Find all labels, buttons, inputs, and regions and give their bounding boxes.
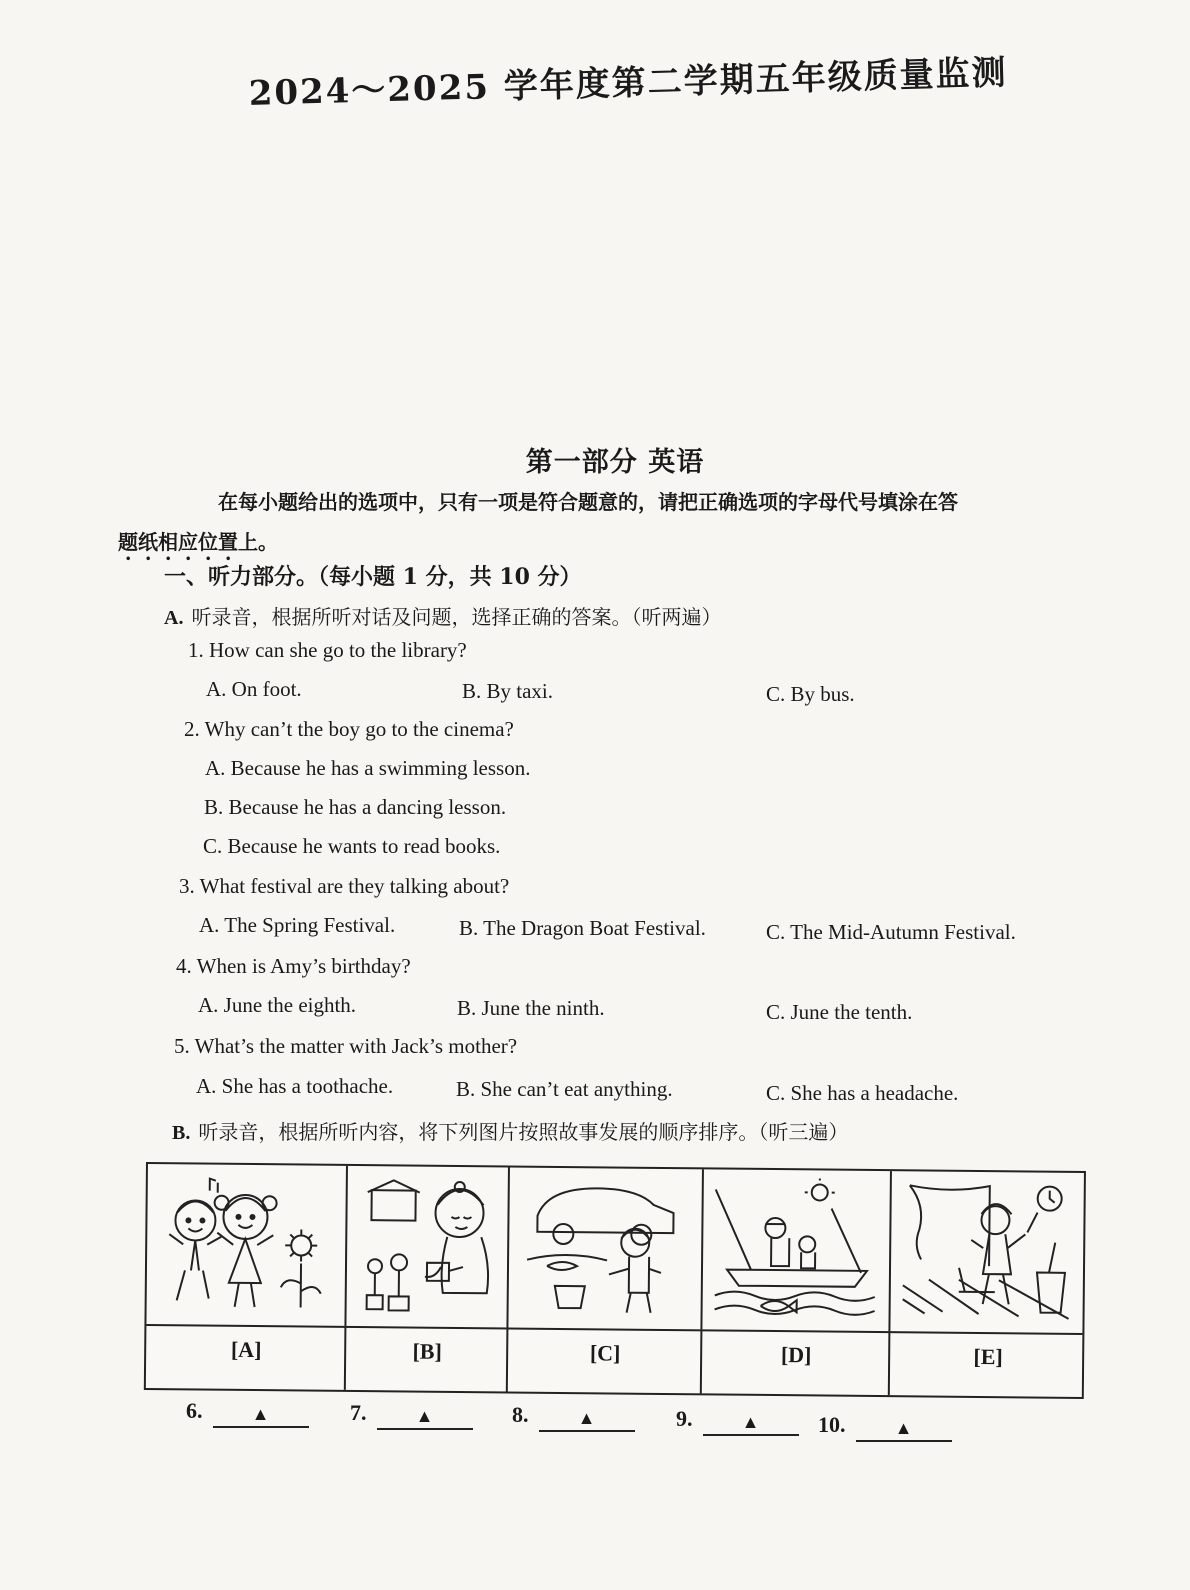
picture-b: [346, 1166, 510, 1328]
picture-label-c: [C]: [589, 1340, 621, 1366]
q3-option-b: B. The Dragon Boat Festival.: [459, 916, 706, 940]
listening-heading: 一、听力部分。（每小题 1 分，共 10 分）: [164, 564, 582, 590]
question-number: 4.: [176, 954, 192, 978]
question-text: How can she go to the library?: [209, 638, 467, 662]
part-b-text: 听录音，根据所听内容，将下列图片按照故事发展的顺序排序。（听三遍）: [198, 1120, 849, 1144]
question-text: Why can’t the boy go to the cinema?: [204, 717, 514, 741]
answer-blank[interactable]: [377, 1402, 473, 1430]
triangle-icon: ▲: [894, 1418, 913, 1438]
question-5: [174, 1034, 517, 1059]
q3-option-a: A. The Spring Festival.: [199, 913, 396, 937]
question-text: When is Amy’s birthday?: [196, 954, 411, 978]
triangle-icon: ▲: [251, 1404, 270, 1424]
picture-label-d: [D]: [780, 1342, 812, 1368]
triangle-icon: ▲: [741, 1412, 760, 1432]
picture-label-e: [E]: [973, 1343, 1003, 1370]
instructions-lead: 在每小题给出的选项中，只有一项是符合题意的，请把正确选项的字母代号填涂在答: [218, 490, 958, 514]
boy-washing-car-illustration: [517, 1176, 696, 1322]
part-b-heading: [172, 1116, 848, 1145]
q2-option-a: A. Because he has a swimming lesson.: [205, 756, 531, 780]
girl-cleaning-illustration: [898, 1179, 1079, 1325]
part-a-text: 听录音，根据所听对话及问题，选择正确的答案。（听两遍）: [191, 605, 722, 629]
picture-e: [890, 1171, 1088, 1333]
instructions: [118, 482, 1078, 565]
question-1: [188, 638, 467, 663]
picture-d: [702, 1169, 892, 1331]
triangle-icon: ▲: [577, 1408, 596, 1428]
q1-option-c: C. By bus.: [766, 682, 855, 706]
answer-number: 7.: [350, 1400, 367, 1425]
q3-option-c: C. The Mid-Autumn Festival.: [766, 920, 1016, 944]
answer-10: [818, 1412, 952, 1440]
q1-option-b: B. By taxi.: [462, 679, 554, 703]
q4-option-a: A. June the eighth.: [198, 993, 357, 1017]
q2-option-c: C. Because he wants to read books.: [203, 834, 501, 858]
part-a-heading: [164, 601, 721, 630]
question-3: [179, 874, 509, 899]
page-title: 2024～2025 学年度第二学期五年级质量监测: [248, 52, 1009, 114]
instructions-tail: 上。: [238, 530, 278, 554]
picture-c: [508, 1167, 704, 1329]
question-text: What’s the matter with Jack’s mother?: [194, 1034, 518, 1058]
label-divider: [888, 1331, 891, 1395]
q5-option-b: B. She can’t eat anything.: [456, 1077, 673, 1101]
q4-option-b: B. June the ninth.: [457, 996, 605, 1020]
answer-blank[interactable]: [539, 1404, 635, 1432]
q5-option-c: C. She has a headache.: [766, 1081, 959, 1105]
answer-8: [512, 1402, 635, 1430]
fishing-boat-illustration: [710, 1177, 883, 1323]
answer-blanks: [0, 1398, 1190, 1458]
answer-6: [186, 1398, 309, 1426]
section-title: 第一部分 英语: [525, 447, 705, 478]
picture-a: [146, 1164, 348, 1326]
answer-number: 10.: [818, 1412, 846, 1437]
answer-number: 6.: [186, 1398, 203, 1423]
question-4: [176, 954, 411, 979]
q1-option-a: A. On foot.: [206, 677, 302, 701]
q2-option-b: B. Because he has a dancing lesson.: [204, 795, 507, 819]
question-text: What festival are they talking about?: [199, 874, 510, 898]
label-divider: [700, 1329, 703, 1393]
triangle-icon: ▲: [415, 1406, 434, 1426]
answer-number: 9.: [676, 1406, 693, 1431]
label-divider: [344, 1326, 347, 1390]
label-divider: [506, 1327, 509, 1391]
answer-blank[interactable]: [856, 1414, 952, 1442]
answer-9: [676, 1406, 799, 1434]
answer-number: 8.: [512, 1402, 529, 1427]
label-row: [146, 1324, 1083, 1397]
part-b-letter: B.: [172, 1122, 191, 1144]
part-a-letter: A.: [164, 607, 184, 629]
instructions-emphasis: 题纸相应位置: [118, 530, 238, 554]
q4-option-c: C. June the tenth.: [766, 1000, 913, 1024]
question-number: 5.: [174, 1034, 190, 1058]
question-number: 1.: [188, 638, 204, 662]
q5-option-a: A. She has a toothache.: [196, 1074, 394, 1098]
answer-7: [350, 1400, 473, 1428]
picture-table: [144, 1162, 1086, 1399]
answer-blank[interactable]: [703, 1408, 799, 1436]
answer-blank[interactable]: [213, 1400, 309, 1428]
question-number: 2.: [184, 717, 200, 741]
picture-label-a: [A]: [230, 1336, 262, 1363]
question-number: 3.: [179, 874, 195, 898]
kids-singing-illustration: [155, 1172, 336, 1318]
picture-label-b: [B]: [412, 1338, 442, 1364]
girl-watering-flowers-illustration: [355, 1174, 502, 1319]
question-2: [184, 717, 514, 742]
